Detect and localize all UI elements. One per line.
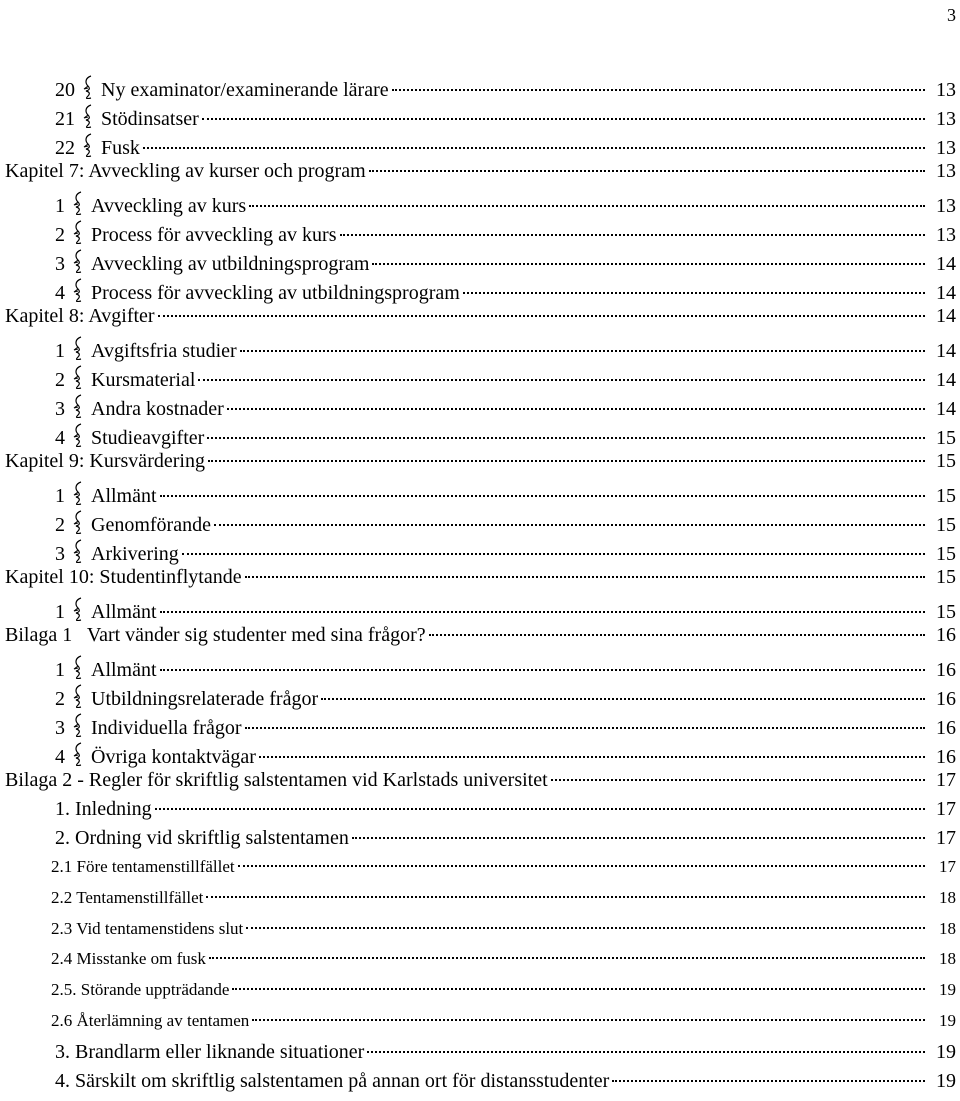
toc-entry[interactable] xyxy=(0,884,960,915)
toc-entry[interactable] xyxy=(0,1038,960,1067)
toc-entry-number: 3 xyxy=(55,717,65,739)
toc-entry-number: 22 xyxy=(55,137,75,159)
toc-entry-title: 2.6 Återlämning av tentamen xyxy=(51,1010,250,1030)
dot-leader xyxy=(207,437,925,439)
toc-entry[interactable] xyxy=(0,157,960,186)
toc-entry-number: 3 xyxy=(55,253,65,275)
toc-entry-page: 15 xyxy=(936,601,956,623)
dot-leader xyxy=(214,524,925,526)
toc-entry-title: Kursmaterial xyxy=(91,369,196,391)
toc-entry-page: 13 xyxy=(936,137,956,159)
toc-entry-title: Allmänt xyxy=(91,485,157,507)
toc-entry[interactable] xyxy=(0,824,960,853)
dot-leader xyxy=(245,576,925,578)
toc-entry-page: 13 xyxy=(936,224,956,246)
dot-leader xyxy=(227,408,925,410)
toc-entry-title: Ny examinator/examinerande lärare xyxy=(101,79,389,101)
toc-entry-title: 2. Ordning vid skriftlig salstentamen xyxy=(55,827,349,849)
toc-entry-title: Kapitel 10: Studentinflytande xyxy=(5,566,242,588)
toc-entry[interactable] xyxy=(0,534,960,563)
dot-leader xyxy=(612,1080,925,1082)
toc-entry-number: 1 xyxy=(55,659,65,681)
toc-entry-page: 14 xyxy=(936,340,956,362)
toc-entry-number: 1 xyxy=(55,340,65,362)
section-marker-icon xyxy=(71,191,85,215)
dot-leader xyxy=(208,460,925,462)
toc-entry-title: Studieavgifter xyxy=(91,427,205,449)
toc-entry-title: Arkivering xyxy=(91,543,179,565)
section-marker-icon xyxy=(71,684,85,708)
toc-entry-title: 2.1 Före tentamenstillfället xyxy=(51,857,235,876)
toc-entry[interactable] xyxy=(0,650,960,679)
toc-entry-page: 14 xyxy=(936,282,956,304)
section-marker-icon xyxy=(71,510,85,534)
toc-entry-title: 1. Inledning xyxy=(55,798,152,820)
toc-entry-title: 3. Brandlarm eller liknande situationer xyxy=(55,1040,365,1063)
dot-leader xyxy=(249,205,925,207)
toc-entry[interactable] xyxy=(0,737,960,766)
toc-entry-page: 13 xyxy=(936,79,956,101)
toc-entry-page: 16 xyxy=(936,688,956,710)
toc-entry-title: Genomförande xyxy=(91,514,211,536)
toc-entry-title: Process för avveckling av kurs xyxy=(91,224,337,246)
dot-leader xyxy=(160,611,925,613)
toc-entry-title: Bilaga 2 - Regler för skriftlig salstentamen vid Karlstads universitet xyxy=(5,769,548,791)
section-marker-icon xyxy=(71,597,85,621)
toc-entry-title: Övriga kontaktvägar xyxy=(91,746,256,768)
toc-entry[interactable] xyxy=(0,505,960,534)
toc-entry-page: 19 xyxy=(939,1010,956,1030)
section-marker-icon xyxy=(71,278,85,302)
dot-leader xyxy=(160,495,925,497)
dot-leader xyxy=(429,634,925,636)
toc-entry[interactable] xyxy=(0,273,960,302)
section-marker-icon xyxy=(81,104,95,128)
toc-entry[interactable] xyxy=(0,679,960,708)
dot-leader xyxy=(372,263,925,265)
toc-entry-number: 21 xyxy=(55,108,75,130)
toc-entry-title: 4. Särskilt om skriftlig salstentamen på annan ort för distansstudenter xyxy=(55,1069,610,1092)
dot-leader xyxy=(321,698,925,700)
toc-entry[interactable] xyxy=(0,418,960,447)
toc-entry[interactable] xyxy=(0,592,960,621)
dot-leader xyxy=(352,837,925,839)
toc-entry-page: 13 xyxy=(936,108,956,130)
toc-entry[interactable] xyxy=(0,360,960,389)
toc-entry-page: 16 xyxy=(936,717,956,739)
toc-entry-page: 18 xyxy=(939,949,956,969)
toc-entry-number: 2 xyxy=(55,224,65,246)
toc-entry-title: Allmänt xyxy=(91,659,157,681)
toc-entry-page: 13 xyxy=(936,195,956,217)
dot-leader xyxy=(238,865,925,867)
toc-entry[interactable] xyxy=(0,853,960,884)
section-marker-icon xyxy=(81,133,95,157)
toc-entry[interactable] xyxy=(0,128,960,157)
toc-entry-number: 4 xyxy=(55,282,65,304)
toc-entry-title: Kapitel 8: Avgifter xyxy=(5,305,155,327)
dot-leader xyxy=(206,896,925,898)
toc-entry-page: 15 xyxy=(936,514,956,536)
toc-entry-page: 15 xyxy=(936,450,956,472)
dot-leader xyxy=(143,147,925,149)
dot-leader xyxy=(232,988,925,990)
toc-entry-page: 14 xyxy=(936,305,956,327)
toc-entry-title: Utbildningsrelaterade frågor xyxy=(91,688,319,710)
toc-entry-page: 17 xyxy=(936,827,956,849)
toc-entry[interactable] xyxy=(0,186,960,215)
toc-entry-page: 15 xyxy=(936,427,956,449)
toc-entry[interactable] xyxy=(0,945,960,976)
dot-leader xyxy=(155,808,925,810)
toc-entry-title: Individuella frågor xyxy=(91,717,242,739)
section-marker-icon xyxy=(71,365,85,389)
section-marker-icon xyxy=(71,220,85,244)
toc-entry[interactable] xyxy=(0,331,960,360)
dot-leader xyxy=(367,1051,925,1053)
toc-entry[interactable] xyxy=(0,708,960,737)
toc-entry[interactable] xyxy=(0,563,960,592)
toc-entry[interactable] xyxy=(0,244,960,273)
toc-entry[interactable] xyxy=(0,447,960,476)
toc-entry-title: 2.4 Misstanke om fusk xyxy=(51,949,206,969)
section-marker-icon xyxy=(71,336,85,360)
dot-leader xyxy=(182,553,925,555)
dot-leader xyxy=(245,727,926,729)
toc-entry-page: 19 xyxy=(939,980,956,1000)
section-marker-icon xyxy=(71,742,85,766)
toc-entry-title: 2.2 Tentamenstillfället xyxy=(51,887,204,907)
toc-entry-title: Stödinsatser xyxy=(101,108,199,130)
dot-leader xyxy=(158,315,925,317)
toc-entry[interactable] xyxy=(0,1067,960,1096)
toc-entry-page: 13 xyxy=(936,160,956,182)
toc-entry[interactable] xyxy=(0,621,960,650)
dot-leader xyxy=(369,170,925,172)
toc-entry[interactable] xyxy=(0,795,960,824)
toc-entry-number: 20 xyxy=(55,79,75,101)
toc-entry-title: Avveckling av kurs xyxy=(91,195,247,217)
toc-entry-title: Kapitel 7: Avveckling av kurser och program xyxy=(5,160,366,182)
dot-leader xyxy=(240,350,925,352)
toc-entry[interactable] xyxy=(0,302,960,331)
dot-leader xyxy=(198,379,925,381)
toc-entry-page: 18 xyxy=(939,887,956,907)
toc-entry-number: 2 xyxy=(55,369,65,391)
dot-leader xyxy=(246,927,925,929)
toc-entry[interactable] xyxy=(0,215,960,244)
toc-entry-page: 17 xyxy=(939,857,956,876)
toc-entry-title: Avveckling av utbildningsprogram xyxy=(91,253,370,275)
toc-entry[interactable] xyxy=(0,915,960,946)
toc-entry-title: Andra kostnader xyxy=(91,398,224,420)
dot-leader xyxy=(340,234,926,236)
toc-entry-page: 15 xyxy=(936,543,956,565)
toc-entry-page: 19 xyxy=(936,1069,956,1092)
dot-leader xyxy=(202,118,925,120)
toc-entry-title: Kapitel 9: Kursvärdering xyxy=(5,450,205,472)
toc-entry-title: Process för avveckling av utbildningsprogram xyxy=(91,282,460,304)
toc-entry-title: 2.3 Vid tentamenstidens slut xyxy=(51,918,244,938)
toc-entry-page: 17 xyxy=(936,769,956,791)
toc-entry-page: 18 xyxy=(939,918,956,938)
toc-entry-number: 1 xyxy=(55,485,65,507)
toc-entry[interactable] xyxy=(0,99,960,128)
section-marker-icon xyxy=(71,539,85,563)
dot-leader xyxy=(463,292,925,294)
toc-entry-title: Avgiftsfria studier xyxy=(91,340,237,362)
page-number: 3 xyxy=(947,5,956,25)
section-marker-icon xyxy=(71,394,85,418)
toc-entry[interactable] xyxy=(0,1007,960,1038)
toc-entry[interactable] xyxy=(0,389,960,418)
dot-leader xyxy=(252,1019,925,1021)
toc-entry-page: 17 xyxy=(936,798,956,820)
toc-entry[interactable] xyxy=(0,976,960,1007)
toc-entry-page: 14 xyxy=(936,398,956,420)
toc-entry-title: Bilaga 1 Vart vänder sig studenter med sina frågor? xyxy=(5,624,426,646)
section-marker-icon xyxy=(71,423,85,447)
section-marker-icon xyxy=(71,249,85,273)
toc-entry-page: 14 xyxy=(936,369,956,391)
section-marker-icon xyxy=(81,75,95,99)
toc-entry-page: 14 xyxy=(936,253,956,275)
dot-leader xyxy=(160,669,925,671)
toc-entry-number: 3 xyxy=(55,398,65,420)
toc-entry-title: 2.5. Störande uppträdande xyxy=(51,980,230,1000)
toc-entry-number: 2 xyxy=(55,514,65,536)
toc-entry-page: 15 xyxy=(936,485,956,507)
toc-entry-number: 4 xyxy=(55,746,65,768)
section-marker-icon xyxy=(71,481,85,505)
toc-entry-number: 4 xyxy=(55,427,65,449)
toc-entry[interactable] xyxy=(0,70,960,99)
toc-entry-title: Allmänt xyxy=(91,601,157,623)
toc-entry-number: 3 xyxy=(55,543,65,565)
toc-entry-title: Fusk xyxy=(101,137,140,159)
toc-entry[interactable] xyxy=(0,476,960,505)
toc-entry-page: 16 xyxy=(936,746,956,768)
section-marker-icon xyxy=(71,655,85,679)
table-of-contents xyxy=(0,70,960,1096)
toc-entry-page: 16 xyxy=(936,659,956,681)
dot-leader xyxy=(551,779,925,781)
dot-leader xyxy=(259,756,925,758)
toc-entry-page: 15 xyxy=(936,566,956,588)
dot-leader xyxy=(392,89,925,91)
toc-entry-page: 16 xyxy=(936,624,956,646)
toc-entry-number: 1 xyxy=(55,601,65,623)
toc-entry-page: 19 xyxy=(936,1040,956,1063)
dot-leader xyxy=(209,957,925,959)
section-marker-icon xyxy=(71,713,85,737)
toc-entry-number: 2 xyxy=(55,688,65,710)
toc-entry[interactable] xyxy=(0,766,960,795)
toc-entry-number: 1 xyxy=(55,195,65,217)
